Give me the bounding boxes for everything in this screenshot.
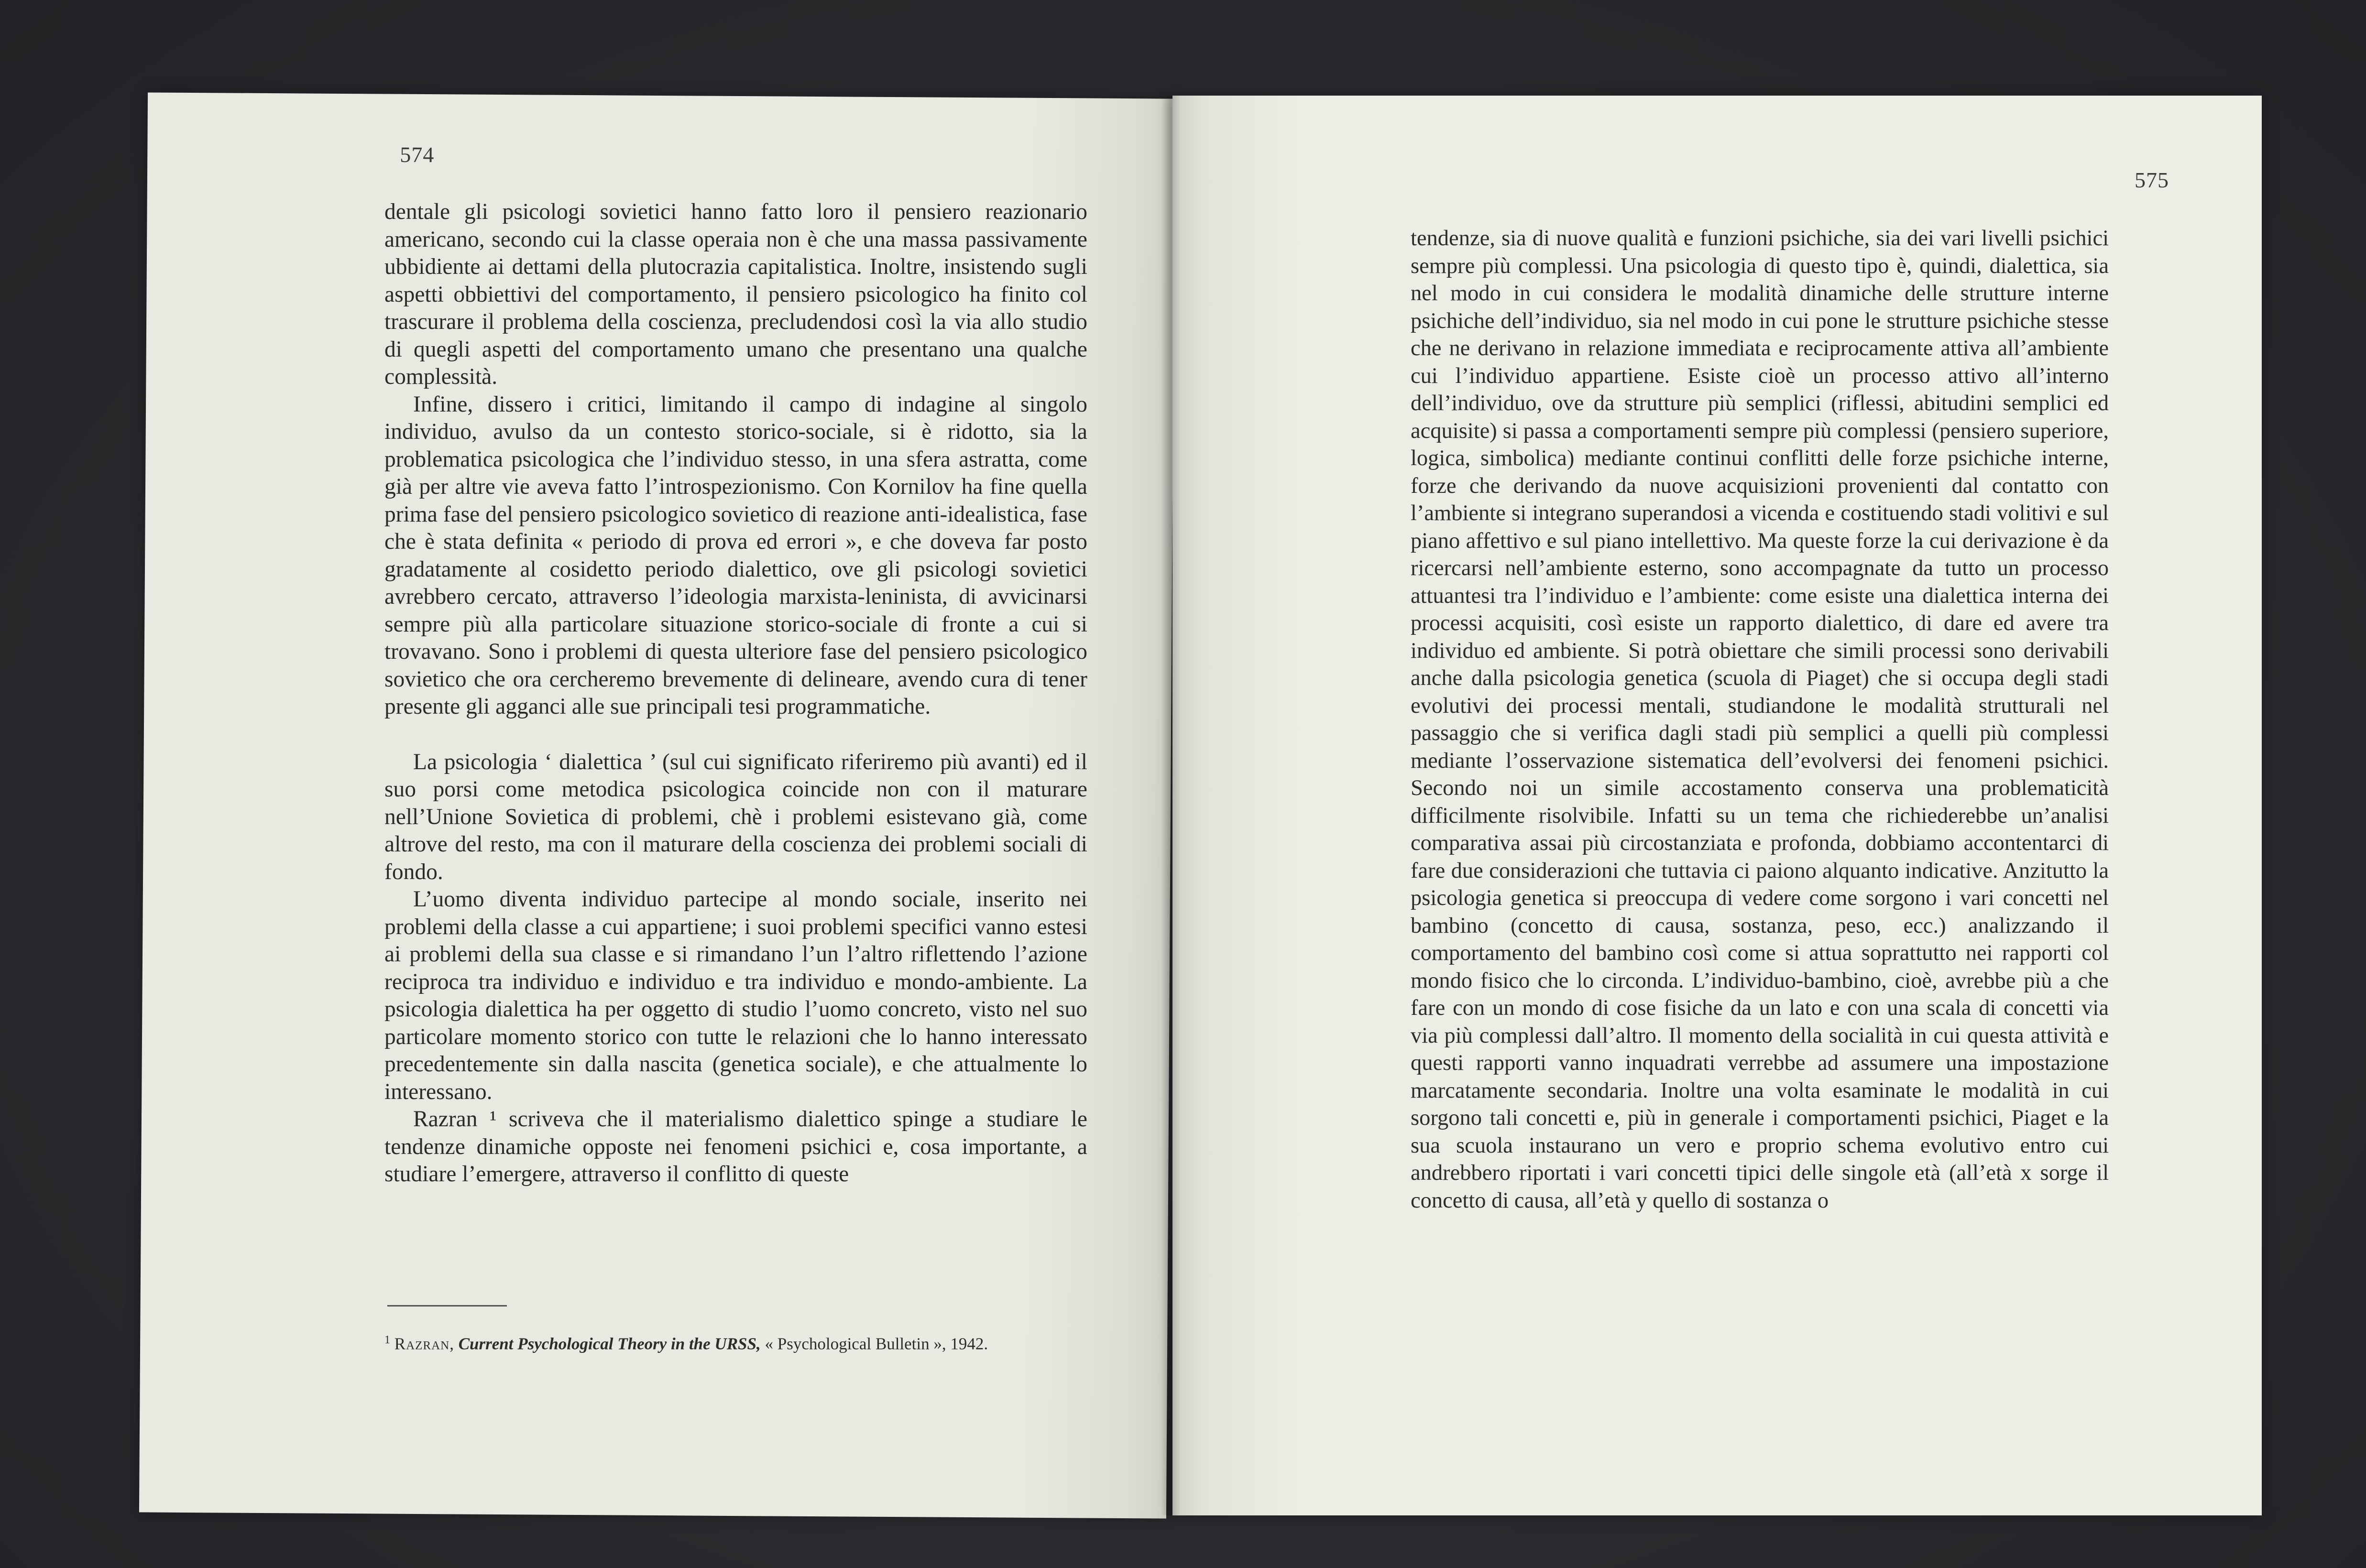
open-book-spread bbox=[143, 96, 2262, 1515]
paragraph: tendenze, sia di nuove qualità e funzioni psichiche, sia dei vari livelli psichici sempre più complessi. Una psicologia di questo tipo è, quindi, dialettica, sia nel modo in cui considera le modalità dinamiche delle strutture interne psichiche dell’individuo, sia nel modo in cui pone le strutture psichiche stesse che ne derivano in relazione immediata e reciprocamente attiva all’ambiente cui l’individuo appartiene. Esiste cioè un processo attivo all’interno dell’individuo, ove da strutture più semplici (riflessi, abitudini semplici ed acquisite) si passa a comportamenti sempre più complessi (pensiero superiore, logica, simbolica) mediante continui conflitti delle forze psichiche interne, forze che derivando da nuove acquisizioni provenienti dal contatto con l’ambiente si integrano superandosi a vicenda e costituendo stadi volitivi e sul piano affettivo e sul piano intellettivo. Ma queste forze la cui derivazione è da ricercarsi nell’ambiente esterno, sono accompagnate da tutto un processo attuantesi tra l’individuo e l’ambiente: come esiste una dialettica interna dei processi acquisiti, così esiste un rapporto dialettico, di dare ed avere tra individuo ed ambiente. Si potrà obiettare che simili processi sono derivabili anche dalla psicologia genetica (scuola di Piaget) che si occupa degli stadi evolutivi dei processi mentali, studiandone le modalità strutturali nel passaggio che si verifica dagli stadi più semplici a quelli più complessi mediante l’osservazione sistematica dell’evolversi dei fenomeni psichici. Secondo noi un simile accostamento conserva una problematicità difficilmente risolvibile. Infatti su un tema che richiederebbe un’analisi comparativa assai più circostanziata e profonda, dobbiamo accontentarci di fare due considerazioni che tuttavia ci paiono alquanto indicative. Anzitutto la psicologia genetica si preoccupa di vedere come sorgono i vari concetti nel bambino (concetto di causa, sostanza, peso, ecc.) analizzando il comportamento del bambino così come si attua soprattutto nei rapporti col mondo fisico che lo circonda. L’individuo-bambino, cioè, avrebbe più a che fare con un mondo di cose fisiche da un lato e con una scala di concetti via via più complessi dall’altro. Il momento della socialità in cui questa attività e questi rapporti vanno inquadrati verrebbe ad assumere una impostazione marcatamente secondaria. Inoltre una volta esaminate le modalità in cui sorgono tali concetti e, più in generale i comportamenti psichici, Piaget e la sua scuola instaurano un vero e proprio schema evolutivo entro cui andrebbero riportati i vari concetti tipici delle singole età (all’età x sorge il concetto di causa, all’età y quello di sostanza o bbox=[1411, 226, 2109, 1213]
right-page-number: 575 bbox=[2135, 168, 2169, 192]
footnote-source: « Psychological Bulletin », 1942. bbox=[765, 1334, 988, 1353]
paragraph: La psicologia ‘ dialettica ’ (sul cui significato riferiremo più avanti) ed il suo porsi come metodica psicologica coincide non con il maturare nell’Unione Sovietica di problemi, chè i problemi esistevano già, come altrove del resto, ma con il maturare della coscienza dei problemi sociali di fondo. bbox=[384, 749, 1087, 884]
paragraph: dentale gli psicologi sovietici hanno fatto loro il pensiero reazionario americano, secondo cui la classe operaia non è che una massa passivamente ubbidiente ai dettami della plutocrazia capitalistica. Inoltre, insistendo sugli aspetti obbiettivi del comportamento, il pensiero psicologico ha finito col trascurare il problema della coscienza, precludendosi così la via allo studio di quegli aspetti del comportamento umano che presentano una qualche complessità. bbox=[384, 199, 1087, 389]
right-page-body bbox=[1411, 225, 2109, 1214]
book-gutter bbox=[1161, 96, 1180, 1515]
footnote-marker: 1 bbox=[384, 1334, 390, 1346]
paragraph: Infine, dissero i critici, limitando il campo di indagine al singolo individuo, avulso da un contesto storico-sociale, si è ridotto, sia la problematica psicologica che l’individuo stesso, in una sfera astratta, come già per altre vie aveva fatto l’introspezionismo. Con Kornilov ha fine quella prima fase del pensiero psicologico sovietico di reazione anti-idealistica, fase che è stata definita « periodo di prova ed errori », e che doveva far posto gradatamente al cosidetto periodo dialettico, ove gli psicologi sovietici avrebbero cercato, attraverso l’ideologia marxista-leninista, di avvicinarsi sempre più alla particolare situazione storico-sociale di fronte a cui si trovavano. Sono i problemi di questa ulteriore fase del pensiero psicologico sovietico che ora cercheremo brevemente di delineare, avendo cura di tener presente gli agganci alle sue principali tesi programmatiche. bbox=[384, 392, 1087, 719]
paragraph: L’uomo diventa individuo partecipe al mondo sociale, inserito nei problemi della classe a cui appartiene; i suoi problemi specifici vanno estesi ai problemi della sua classe e si rimandano l’un l’altro riflettendo l’azione reciproca tra individuo e individuo e tra individuo e mondo-ambiente. La psicologia dialettica ha per oggetto di studio l’uomo concreto, visto nel suo particolare momento storico con tutte le relazioni che lo hanno interessato precedentemente sin dalla nascita (genetica sociale), e che attualmente lo interessano. bbox=[384, 887, 1087, 1104]
footnote-divider bbox=[387, 1305, 507, 1307]
paragraph: Razran ¹ scriveva che il materialismo dialettico spinge a studiare le tendenze dinamiche opposte nei fenomeni psichici e, cosa importante, a studiare l’emergere, attraverso il conflitto di queste bbox=[384, 1107, 1087, 1187]
footnote-title: Current Psychological Theory in the URSS, bbox=[458, 1334, 761, 1353]
footnote-author: Razran, bbox=[394, 1334, 454, 1353]
left-page-body bbox=[384, 198, 1087, 1188]
footnote bbox=[384, 1329, 1087, 1355]
left-page-number: 574 bbox=[400, 142, 435, 167]
